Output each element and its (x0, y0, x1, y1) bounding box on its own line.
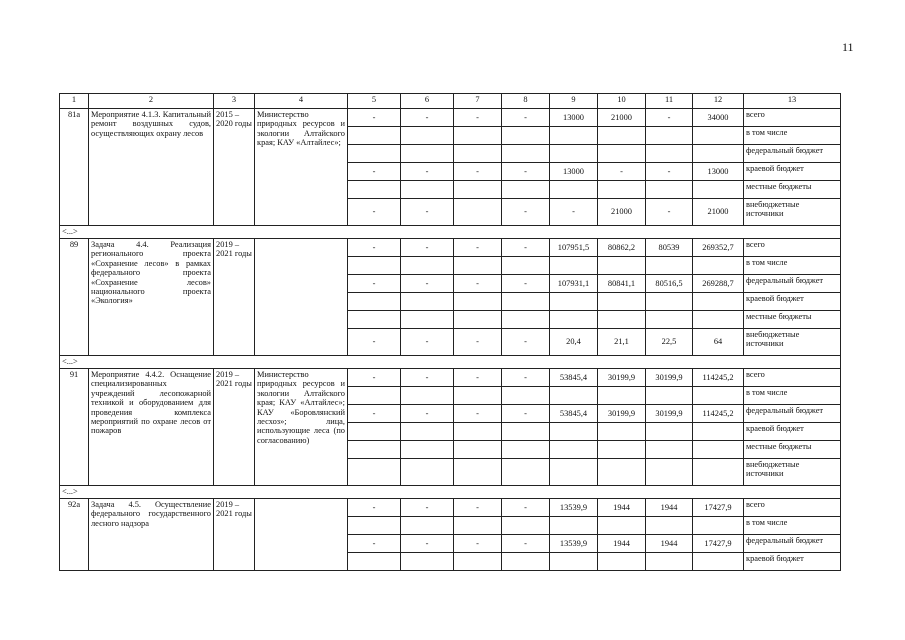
value-cell-c11: - (646, 163, 693, 181)
header-cell: 5 (348, 94, 401, 109)
value-cell-c12 (693, 459, 744, 486)
value-cell-c12: 114245,2 (693, 369, 744, 387)
value-cell-c7: - (454, 239, 502, 257)
value-cell-c8: - (502, 163, 550, 181)
value-cell-c6: - (401, 275, 454, 293)
value-cell-c9: 53845,4 (550, 369, 598, 387)
header-row (60, 94, 841, 109)
budget-source-label: местные бюджеты (744, 311, 841, 329)
value-cell-c5: - (348, 405, 401, 423)
value-cell-c8 (502, 293, 550, 311)
budget-source-label: в том числе (744, 517, 841, 535)
value-cell-c9: 107951,5 (550, 239, 598, 257)
value-cell-c9: 13539,9 (550, 535, 598, 553)
value-cell-c7: - (454, 499, 502, 517)
value-cell-c5 (348, 181, 401, 199)
value-cell-c9: 107931,1 (550, 275, 598, 293)
value-cell-c11: - (646, 199, 693, 226)
value-cell-c8: - (502, 535, 550, 553)
value-cell-c12: 13000 (693, 163, 744, 181)
value-cell-c12 (693, 257, 744, 275)
header-cell: 9 (550, 94, 598, 109)
row-number: 91 (60, 369, 89, 486)
value-cell-c5: - (348, 163, 401, 181)
value-cell-c8 (502, 145, 550, 163)
value-cell-c12: 269288,7 (693, 275, 744, 293)
ellipsis-cell: <...> (60, 356, 841, 369)
value-cell-c6 (401, 293, 454, 311)
value-cell-c12 (693, 423, 744, 441)
value-cell-c9: 13000 (550, 109, 598, 127)
value-cell-c8: - (502, 499, 550, 517)
value-cell-c5 (348, 257, 401, 275)
ellipsis-row (60, 486, 841, 499)
value-cell-c5 (348, 387, 401, 405)
budget-source-label: краевой бюджет (744, 553, 841, 571)
value-cell-c5 (348, 127, 401, 145)
value-cell-c9 (550, 311, 598, 329)
value-cell-c12: 114245,2 (693, 405, 744, 423)
value-cell-c10 (598, 517, 646, 535)
value-cell-c12: 17427,9 (693, 535, 744, 553)
value-cell-c10: 1944 (598, 535, 646, 553)
value-cell-c5 (348, 311, 401, 329)
value-cell-c8 (502, 127, 550, 145)
budget-source-label: внебюджетные источники (744, 199, 841, 226)
value-cell-c10 (598, 441, 646, 459)
value-cell-c6: - (401, 369, 454, 387)
value-cell-c6 (401, 127, 454, 145)
value-cell-c6 (401, 553, 454, 571)
value-cell-c10: 30199,9 (598, 405, 646, 423)
budget-source-label: краевой бюджет (744, 163, 841, 181)
header-cell: 2 (89, 94, 214, 109)
value-cell-c10 (598, 145, 646, 163)
value-cell-c6 (401, 387, 454, 405)
value-cell-c10 (598, 423, 646, 441)
value-cell-c6: - (401, 329, 454, 356)
value-cell-c10 (598, 257, 646, 275)
value-cell-c6: - (401, 239, 454, 257)
value-cell-c9: - (550, 199, 598, 226)
value-cell-c11: 1944 (646, 499, 693, 517)
value-cell-c8 (502, 423, 550, 441)
budget-source-label: местные бюджеты (744, 441, 841, 459)
value-cell-c10: 80841,1 (598, 275, 646, 293)
budget-source-label: краевой бюджет (744, 293, 841, 311)
header-cell: 11 (646, 94, 693, 109)
value-cell-c5 (348, 553, 401, 571)
value-cell-c10 (598, 553, 646, 571)
value-cell-c8 (502, 517, 550, 535)
value-cell-c8: - (502, 239, 550, 257)
value-cell-c5: - (348, 329, 401, 356)
value-cell-c12: 21000 (693, 199, 744, 226)
value-cell-c8 (502, 311, 550, 329)
value-cell-c6: - (401, 199, 454, 226)
value-cell-c11: 1944 (646, 535, 693, 553)
value-cell-c7: - (454, 275, 502, 293)
value-cell-c9 (550, 257, 598, 275)
value-cell-c12: 64 (693, 329, 744, 356)
value-cell-c9 (550, 423, 598, 441)
value-cell-c7 (454, 553, 502, 571)
value-cell-c10: 1944 (598, 499, 646, 517)
table-row (60, 109, 841, 127)
value-cell-c7: - (454, 163, 502, 181)
value-cell-c7 (454, 257, 502, 275)
budget-source-label: всего (744, 369, 841, 387)
ellipsis-row (60, 356, 841, 369)
value-cell-c5: - (348, 535, 401, 553)
budget-source-label: федеральный бюджет (744, 275, 841, 293)
years-cell: 2019 – 2021 годы (214, 239, 255, 356)
value-cell-c8: - (502, 369, 550, 387)
value-cell-c8 (502, 441, 550, 459)
executor-cell (255, 239, 348, 356)
value-cell-c6: - (401, 163, 454, 181)
value-cell-c8: - (502, 405, 550, 423)
header-cell: 8 (502, 94, 550, 109)
value-cell-c11 (646, 517, 693, 535)
value-cell-c12 (693, 517, 744, 535)
value-cell-c7: - (454, 369, 502, 387)
row-number: 81а (60, 109, 89, 226)
header-cell: 3 (214, 94, 255, 109)
measure-name: Мероприятие 4.1.3. Капитальный ремонт воздушных судов, осуществляющих охрану лесов (89, 109, 214, 226)
value-cell-c6 (401, 145, 454, 163)
value-cell-c6: - (401, 405, 454, 423)
value-cell-c12: 269352,7 (693, 239, 744, 257)
value-cell-c5: - (348, 275, 401, 293)
value-cell-c11: 22,5 (646, 329, 693, 356)
value-cell-c6: - (401, 535, 454, 553)
value-cell-c11: - (646, 109, 693, 127)
value-cell-c12 (693, 181, 744, 199)
value-cell-c7 (454, 293, 502, 311)
value-cell-c12 (693, 127, 744, 145)
value-cell-c11: 30199,9 (646, 405, 693, 423)
value-cell-c11 (646, 311, 693, 329)
budget-source-label: всего (744, 239, 841, 257)
value-cell-c8 (502, 459, 550, 486)
value-cell-c12 (693, 553, 744, 571)
value-cell-c8 (502, 257, 550, 275)
value-cell-c12 (693, 387, 744, 405)
value-cell-c6 (401, 311, 454, 329)
value-cell-c7 (454, 181, 502, 199)
budget-source-label: в том числе (744, 257, 841, 275)
value-cell-c5: - (348, 109, 401, 127)
ellipsis-cell: <...> (60, 486, 841, 499)
value-cell-c11 (646, 127, 693, 145)
value-cell-c10: 30199,9 (598, 369, 646, 387)
value-cell-c10: 21000 (598, 199, 646, 226)
value-cell-c12 (693, 145, 744, 163)
value-cell-c11 (646, 441, 693, 459)
budget-source-label: внебюджетные источники (744, 329, 841, 356)
ellipsis-row (60, 226, 841, 239)
measure-name: Задача 4.4. Реализация регионального проекта «Сохранение лесов» в рамках федерального проекта «Сохранение лесов» национального проекта «Экология» (89, 239, 214, 356)
value-cell-c7 (454, 441, 502, 459)
value-cell-c7: - (454, 405, 502, 423)
value-cell-c9 (550, 517, 598, 535)
value-cell-c11 (646, 553, 693, 571)
measure-name: Задача 4.5. Осуществление федерального государственного лесного надзора (89, 499, 214, 571)
value-cell-c7 (454, 127, 502, 145)
value-cell-c9: 13539,9 (550, 499, 598, 517)
value-cell-c9 (550, 293, 598, 311)
value-cell-c11: 80516,5 (646, 275, 693, 293)
value-cell-c6 (401, 517, 454, 535)
row-number: 89 (60, 239, 89, 356)
value-cell-c5 (348, 423, 401, 441)
value-cell-c9: 13000 (550, 163, 598, 181)
value-cell-c7: - (454, 329, 502, 356)
value-cell-c10: - (598, 163, 646, 181)
budget-source-label: местные бюджеты (744, 181, 841, 199)
value-cell-c9 (550, 127, 598, 145)
budget-source-label: всего (744, 109, 841, 127)
value-cell-c8: - (502, 199, 550, 226)
value-cell-c8 (502, 387, 550, 405)
value-cell-c6 (401, 441, 454, 459)
value-cell-c8: - (502, 329, 550, 356)
budget-source-label: федеральный бюджет (744, 145, 841, 163)
value-cell-c7 (454, 145, 502, 163)
value-cell-c10 (598, 181, 646, 199)
value-cell-c11 (646, 181, 693, 199)
measure-name: Мероприятие 4.4.2. Оснащение специализированных учреждений лесопожарной техникой и оборудованием для проведения комплекса мероприятий по охране лесов от пожаров (89, 369, 214, 486)
header-cell: 13 (744, 94, 841, 109)
value-cell-c6 (401, 257, 454, 275)
value-cell-c12 (693, 293, 744, 311)
value-cell-c7 (454, 387, 502, 405)
executor-cell: Министерство природных ресурсов и экологии Алтайского края; КАУ «Алтайлес»; (255, 109, 348, 226)
value-cell-c10 (598, 293, 646, 311)
value-cell-c5 (348, 441, 401, 459)
value-cell-c6: - (401, 499, 454, 517)
value-cell-c8 (502, 553, 550, 571)
value-cell-c9 (550, 145, 598, 163)
value-cell-c10: 21,1 (598, 329, 646, 356)
header-cell: 12 (693, 94, 744, 109)
value-cell-c9: 20,4 (550, 329, 598, 356)
ellipsis-cell: <...> (60, 226, 841, 239)
table-row (60, 239, 841, 257)
value-cell-c11 (646, 423, 693, 441)
budget-source-label: внебюджетные источники (744, 459, 841, 486)
value-cell-c7: - (454, 535, 502, 553)
value-cell-c7 (454, 199, 502, 226)
value-cell-c10 (598, 459, 646, 486)
value-cell-c6 (401, 423, 454, 441)
table-row (60, 499, 841, 517)
value-cell-c9 (550, 459, 598, 486)
value-cell-c12: 34000 (693, 109, 744, 127)
value-cell-c5 (348, 145, 401, 163)
value-cell-c7 (454, 423, 502, 441)
value-cell-c5 (348, 459, 401, 486)
value-cell-c9 (550, 387, 598, 405)
value-cell-c5 (348, 517, 401, 535)
header-cell: 6 (401, 94, 454, 109)
value-cell-c10: 80862,2 (598, 239, 646, 257)
value-cell-c11: 80539 (646, 239, 693, 257)
table-row (60, 369, 841, 387)
value-cell-c5: - (348, 499, 401, 517)
value-cell-c12 (693, 311, 744, 329)
value-cell-c8 (502, 181, 550, 199)
budget-source-label: федеральный бюджет (744, 535, 841, 553)
header-cell: 1 (60, 94, 89, 109)
value-cell-c11 (646, 293, 693, 311)
value-cell-c10 (598, 387, 646, 405)
budget-source-label: всего (744, 499, 841, 517)
header-cell: 10 (598, 94, 646, 109)
financing-table (59, 93, 841, 571)
value-cell-c5 (348, 293, 401, 311)
executor-cell (255, 499, 348, 571)
value-cell-c11 (646, 459, 693, 486)
value-cell-c11 (646, 387, 693, 405)
value-cell-c7 (454, 311, 502, 329)
value-cell-c10: 21000 (598, 109, 646, 127)
executor-cell: Министерство природных ресурсов и экологии Алтайского края; КАУ «Алтайлес»; КАУ «Боровлянский лесхоз»; лица, использующие леса (по согласованию) (255, 369, 348, 486)
value-cell-c9 (550, 441, 598, 459)
years-cell: 2015 – 2020 годы (214, 109, 255, 226)
years-cell: 2019 – 2021 годы (214, 499, 255, 571)
value-cell-c9: 53845,4 (550, 405, 598, 423)
budget-source-label: в том числе (744, 127, 841, 145)
value-cell-c10 (598, 311, 646, 329)
value-cell-c5: - (348, 369, 401, 387)
years-cell: 2019 – 2021 годы (214, 369, 255, 486)
budget-source-label: федеральный бюджет (744, 405, 841, 423)
row-number: 92а (60, 499, 89, 571)
budget-source-label: в том числе (744, 387, 841, 405)
value-cell-c9 (550, 181, 598, 199)
value-cell-c6 (401, 181, 454, 199)
value-cell-c12 (693, 441, 744, 459)
value-cell-c7 (454, 517, 502, 535)
value-cell-c12: 17427,9 (693, 499, 744, 517)
header-cell: 4 (255, 94, 348, 109)
value-cell-c9 (550, 553, 598, 571)
value-cell-c8: - (502, 109, 550, 127)
value-cell-c11: 30199,9 (646, 369, 693, 387)
value-cell-c11 (646, 145, 693, 163)
value-cell-c6: - (401, 109, 454, 127)
value-cell-c6 (401, 459, 454, 486)
value-cell-c5: - (348, 199, 401, 226)
page-number: 11 (842, 40, 854, 54)
value-cell-c11 (646, 257, 693, 275)
value-cell-c8: - (502, 275, 550, 293)
header-cell: 7 (454, 94, 502, 109)
value-cell-c5: - (348, 239, 401, 257)
value-cell-c10 (598, 127, 646, 145)
budget-source-label: краевой бюджет (744, 423, 841, 441)
value-cell-c7: - (454, 109, 502, 127)
value-cell-c7 (454, 459, 502, 486)
